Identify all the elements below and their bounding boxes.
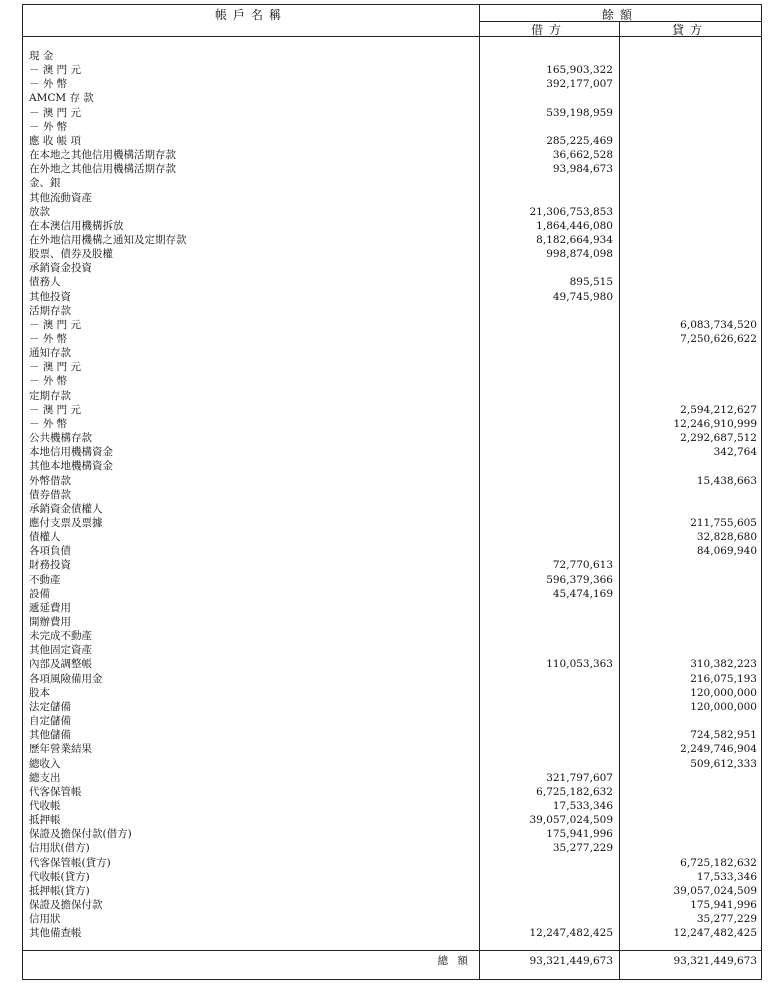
header-credit: 貸方 (671, 23, 708, 37)
header-balance: 餘額 (601, 8, 638, 22)
credit-amount: 39,057,024,509 (673, 884, 757, 897)
table-row (23, 742, 761, 756)
debit-amount: 72,770,613 (552, 559, 613, 572)
account-name: 開辦費用 (29, 616, 71, 628)
debit-amount: 1,864,446,080 (536, 219, 613, 232)
table-row (23, 403, 761, 417)
account-name: 活期存款 (29, 304, 71, 317)
table-row (23, 346, 761, 360)
table-row (23, 912, 761, 926)
debit-amount: 175,941,996 (546, 828, 613, 841)
table-row (23, 530, 761, 544)
debit-amount: 36,662,528 (552, 149, 613, 162)
account-name: － 澳 門 元 (29, 106, 82, 119)
account-name: 法定儲備 (29, 700, 71, 713)
account-name: 代客保管帳 (29, 785, 82, 798)
table-row (23, 856, 761, 870)
table-row (23, 558, 761, 572)
credit-amount: 15,438,663 (696, 474, 757, 487)
account-name: － 外 幣 (29, 78, 68, 91)
table-row (23, 573, 761, 587)
account-name: 保證及擔保付款 (29, 899, 103, 911)
table-row (23, 191, 761, 205)
table-row (23, 332, 761, 346)
table-row (23, 757, 761, 771)
table-row (23, 700, 761, 714)
account-name: 定期存款 (29, 389, 71, 402)
account-name: 債務人 (29, 276, 61, 289)
table-row (23, 799, 761, 813)
account-name: 通知存款 (29, 347, 71, 360)
account-name: － 外 幣 (29, 333, 68, 345)
account-name: － 澳 門 元 (29, 403, 82, 416)
account-name: － 澳 門 元 (29, 361, 82, 374)
account-name: 內部及調整帳 (29, 658, 92, 671)
credit-amount: 724,582,951 (690, 729, 757, 742)
debit-amount: 45,474,169 (552, 587, 613, 600)
table-row (23, 318, 761, 332)
account-name: 各項風險備用金 (29, 672, 103, 685)
table-row (23, 813, 761, 827)
debit-amount: 21,306,753,853 (529, 205, 613, 218)
table-row (23, 176, 761, 190)
credit-amount: 2,249,746,904 (680, 743, 757, 756)
account-name: 代客保管帳(貸方) (29, 856, 111, 869)
debit-amount: 93,984,673 (552, 163, 613, 176)
table-row (23, 261, 761, 275)
table-row (23, 884, 761, 898)
credit-amount: 175,941,996 (690, 899, 757, 911)
debit-amount: 539,198,959 (546, 106, 613, 119)
credit-amount: 211,755,605 (690, 516, 757, 529)
table-row (23, 290, 761, 304)
table-row (23, 728, 761, 742)
total-label: 總 額 (437, 955, 471, 967)
table-row (23, 629, 761, 643)
account-name: 其他儲備 (29, 729, 71, 742)
credit-amount: 12,246,910,999 (673, 417, 757, 430)
credit-amount: 35,277,229 (696, 913, 757, 926)
account-name: 債權人 (29, 531, 61, 544)
account-name: － 外 幣 (29, 417, 68, 430)
table-row (23, 134, 761, 148)
debit-amount: 392,177,007 (546, 78, 613, 91)
table-row (23, 205, 761, 219)
table-row (23, 714, 761, 728)
account-name: 自定儲備 (29, 715, 71, 728)
credit-amount: 120,000,000 (690, 686, 757, 699)
credit-amount: 6,083,734,520 (680, 318, 757, 331)
account-name: 應 收 帳 項 (29, 134, 82, 147)
table-row (23, 374, 761, 388)
account-name: 財務投資 (29, 559, 71, 572)
account-name: 其他本地機構資金 (29, 460, 113, 473)
account-name: 在外地之其他信用機構活期存款 (29, 163, 176, 176)
credit-amount: 216,075,193 (690, 672, 757, 685)
debit-amount: 35,277,229 (552, 842, 613, 855)
table-row (23, 304, 761, 318)
table-row (23, 247, 761, 261)
account-name: 設備 (29, 587, 50, 600)
table-row (23, 474, 761, 488)
debit-amount: 998,874,098 (546, 248, 613, 261)
debit-amount: 110,053,363 (546, 658, 613, 671)
account-name: 其他備查帳 (29, 927, 82, 940)
table-row (23, 162, 761, 176)
account-name: 在本澳信用機構拆放 (29, 219, 124, 232)
table-row (23, 488, 761, 502)
table-row (23, 459, 761, 473)
credit-amount: 2,292,687,512 (680, 432, 757, 445)
account-name: 信用狀 (29, 913, 61, 926)
table-row (23, 389, 761, 403)
debit-amount: 596,379,366 (546, 573, 613, 586)
account-name: 保證及擔保付款(借方) (29, 828, 132, 841)
table-row (23, 63, 761, 77)
table-row (23, 502, 761, 516)
header-account-name: 帳戶名稱 (214, 8, 287, 22)
table-row (23, 587, 761, 601)
account-name: 股票、債券及股權 (29, 248, 113, 261)
credit-amount: 2,594,212,627 (680, 403, 757, 416)
account-name: 公共機構存款 (29, 432, 92, 445)
table-row (23, 516, 761, 530)
table-row (23, 49, 761, 63)
table-row (23, 544, 761, 558)
table-row (23, 926, 761, 940)
table-row (23, 870, 761, 884)
credit-amount: 6,725,182,632 (680, 856, 757, 869)
account-name: 其他固定資產 (29, 644, 92, 657)
account-name: 在外地信用機構之通知及定期存款 (29, 233, 187, 246)
debit-amount: 17,533,346 (552, 799, 613, 812)
account-name: 金、銀 (29, 177, 61, 190)
table-row (23, 445, 761, 459)
account-name: 外幣借款 (29, 474, 71, 487)
table-row (23, 120, 761, 134)
table-row (23, 615, 761, 629)
account-name: － 澳 門 元 (29, 64, 82, 77)
account-name: 不動產 (29, 573, 61, 586)
table-row (23, 219, 761, 233)
account-name: 各項負債 (29, 545, 71, 558)
table-row (23, 275, 761, 289)
debit-amount: 49,745,980 (552, 290, 613, 303)
table-row (23, 898, 761, 912)
credit-amount: 120,000,000 (690, 700, 757, 713)
account-name: 本地信用機構資金 (29, 446, 113, 459)
table-row (23, 77, 761, 91)
account-name: 其他投資 (29, 290, 71, 303)
credit-amount: 84,069,940 (696, 545, 757, 558)
table-row (23, 91, 761, 105)
account-name: 抵押帳 (29, 814, 61, 827)
account-name: 信用狀(借方) (29, 842, 90, 855)
account-name: 遞延費用 (29, 601, 71, 614)
account-name: 應付支票及票據 (29, 516, 103, 529)
account-name: 現 金 (29, 50, 54, 62)
table-row (23, 360, 761, 374)
credit-amount: 12,247,482,425 (673, 927, 757, 940)
table-row (23, 827, 761, 841)
account-name: 歷年營業結果 (29, 743, 92, 756)
total-debit: 93,321,449,673 (529, 955, 613, 967)
table-row (23, 785, 761, 799)
account-name: 未完成不動產 (29, 630, 92, 643)
debit-amount: 12,247,482,425 (529, 927, 613, 940)
total-credit: 93,321,449,673 (673, 955, 757, 967)
account-name: 股本 (29, 686, 50, 699)
account-name: 其他流動資產 (29, 191, 92, 204)
credit-amount: 32,828,680 (696, 531, 757, 544)
account-name: 總收入 (29, 757, 61, 770)
account-name: 放款 (29, 205, 50, 218)
table-row (23, 148, 761, 162)
credit-amount: 342,764 (713, 446, 757, 459)
account-name: － 外 幣 (29, 120, 68, 133)
debit-amount: 321,797,607 (546, 771, 613, 784)
account-name: － 澳 門 元 (29, 318, 82, 331)
table-row (23, 657, 761, 671)
table-row (23, 106, 761, 120)
table-row (23, 672, 761, 686)
account-name: 代收帳(貸方) (29, 870, 90, 883)
table-row (23, 417, 761, 431)
debit-amount: 285,225,469 (546, 134, 613, 147)
credit-amount: 509,612,333 (690, 757, 757, 770)
account-name: 總支出 (29, 771, 61, 784)
account-name: 承銷資金債權人 (29, 502, 103, 515)
table-row (23, 601, 761, 615)
table-row (23, 643, 761, 657)
table-row (23, 686, 761, 700)
total-row (23, 953, 761, 969)
account-name: 在本地之其他信用機構活期存款 (29, 149, 176, 162)
credit-amount: 7,250,626,622 (680, 333, 757, 345)
debit-amount: 39,057,024,509 (529, 814, 613, 827)
table-row (23, 233, 761, 247)
account-name: 代收帳 (29, 799, 61, 812)
debit-amount: 165,903,322 (546, 64, 613, 77)
balance-sheet-table (22, 4, 762, 980)
account-name: 債券借款 (29, 488, 71, 501)
account-name: 抵押帳(貸方) (29, 884, 90, 897)
table-row (23, 841, 761, 855)
account-name: AMCM 存 款 (29, 92, 94, 105)
credit-amount: 17,533,346 (696, 870, 757, 883)
debit-amount: 895,515 (569, 276, 613, 289)
account-name: － 外 幣 (29, 375, 68, 388)
debit-amount: 6,725,182,632 (536, 785, 613, 798)
credit-amount: 310,382,223 (690, 658, 757, 671)
total-top-rule (23, 950, 761, 951)
header-debit: 借方 (530, 23, 567, 37)
account-name: 承銷資金投資 (29, 262, 92, 275)
table-row (23, 771, 761, 785)
debit-amount: 8,182,664,934 (536, 233, 613, 246)
table-row (23, 431, 761, 445)
